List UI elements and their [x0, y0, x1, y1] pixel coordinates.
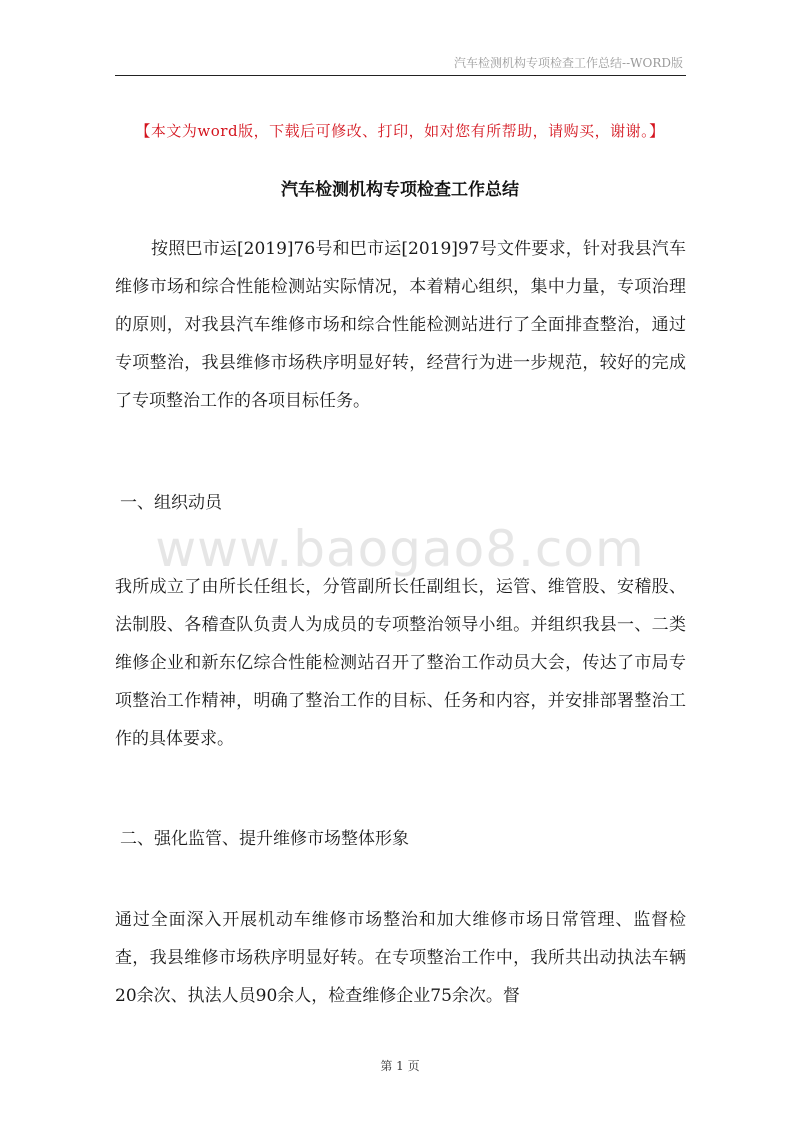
section-heading-1: 一、组织动员	[120, 493, 222, 513]
section-1-paragraph: 我所成立了由所长任组长，分管副所长任副组长，运管、维管股、安稽股、法制股、各稽查队负责人为成员的专项整治领导小组。并组织我县一、二类维修企业和新东亿综合性能检测站召开了整治工作动员大会，传达了市局专项整治工作精神，明确了整治工作的目标、任务和内容，并安排部署整治工作的具体要求。	[115, 577, 686, 749]
document-title: 汽车检测机构专项检查工作总结	[281, 180, 519, 200]
page-number: 第 1 页	[380, 1059, 420, 1073]
download-notice: 【本文为word版，下载后可修改、打印，如对您有所帮助，请购买，谢谢。】	[135, 122, 665, 140]
intro-paragraph: 按照巴市运[2019]76号和巴市运[2019]97号文件要求，针对我县汽车维修市场和综合性能检测站实际情况，本着精心组织，集中力量，专项治理的原则，对我县汽车维修市场和综合性能检测站进行了全面排查整治，通过专项整治，我县维修市场秩序明显好转，经营行为进一步规范，较好的完成了专项整治工作的各项目标任务。	[115, 239, 686, 411]
running-header: 汽车检测机构专项检查工作总结--WORD版	[454, 56, 683, 70]
section-heading-2: 二、强化监管、提升维修市场整体形象	[120, 829, 409, 849]
section-2-paragraph: 通过全面深入开展机动车维修市场整治和加大维修市场日常管理、监督检查，我县维修市场秩序明显好转。在专项整治工作中，我所共出动执法车辆20余次、执法人员90余人，检查维修企业75余次。督	[115, 910, 686, 1006]
watermark: www.baogao8.com	[155, 520, 645, 578]
header-divider	[115, 75, 686, 76]
